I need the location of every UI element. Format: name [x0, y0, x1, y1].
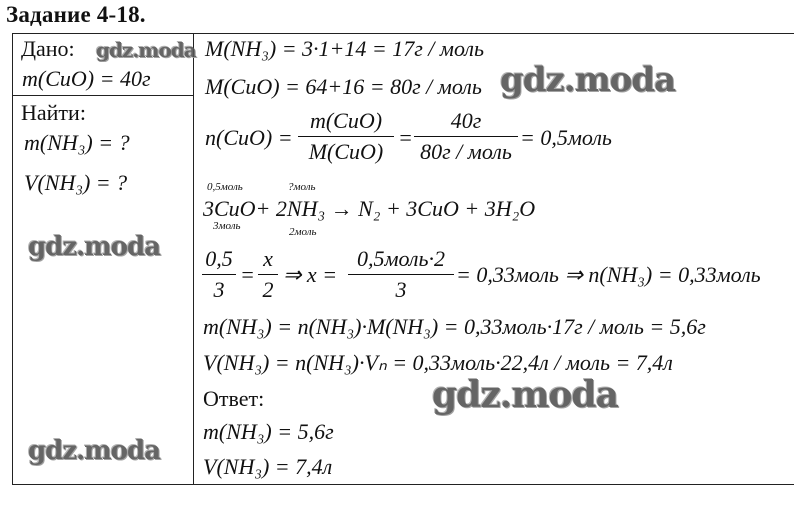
fraction-denominator: 3	[395, 277, 407, 302]
fraction-denominator: 3	[213, 277, 225, 302]
reaction-equation: 3CuO+ 2NH₃ → N₂ + 3CuO + 3H₂O	[203, 196, 536, 221]
fraction-mass-over-molar	[298, 108, 394, 165]
answer-label: Ответ:	[203, 386, 265, 411]
answer-mass: m(NH₃) = 5,6г	[203, 419, 334, 444]
proportion-fraction-result	[348, 246, 454, 303]
fraction-bar	[258, 274, 278, 275]
find-volume-nh3: V(NH₃) = ?	[24, 170, 128, 195]
column-divider	[193, 33, 194, 485]
fraction-bar	[298, 136, 394, 137]
fraction-numerator: 0,5моль·2	[356, 246, 446, 271]
reaction-annotation-top-left: 0,5моль	[207, 181, 243, 193]
reaction-annotation-top-right: ?моль	[288, 181, 316, 193]
watermark: gdz.moda	[432, 374, 618, 416]
reaction-annotation-bottom-right: 2моль	[289, 226, 317, 238]
proportion-equals: =	[240, 262, 255, 287]
amount-cuo-result: = 0,5моль	[520, 125, 612, 150]
volume-nh3-calculation: V(NH₃) = n(NH₃)·Vₙ = 0,33моль·22,4л / моль = 7,4л	[203, 350, 673, 375]
find-label: Найти:	[21, 100, 86, 125]
fraction-denominator: M(CuO)	[308, 139, 384, 164]
equals-sign: =	[398, 125, 413, 150]
answer-volume: V(NH₃) = 7,4л	[203, 454, 333, 479]
molar-mass-nh3: M(NH₃) = 3·1+14 = 17г / моль	[205, 36, 485, 61]
given-mass-cuo: m(CuO) = 40г	[22, 66, 151, 91]
watermark: gdz.moda	[28, 436, 161, 466]
watermark: gdz.moda	[500, 60, 676, 100]
watermark: gdz.moda	[28, 232, 161, 262]
given-label: Дано:	[21, 36, 75, 61]
molar-mass-cuo: M(CuO) = 64+16 = 80г / моль	[205, 74, 482, 99]
proportion-solve-x: ⇒ x =	[283, 262, 338, 287]
watermark: gdz.moda	[96, 38, 196, 62]
fraction-40-over-80	[414, 108, 518, 165]
fraction-denominator: 80г / моль	[420, 139, 512, 164]
fraction-bar	[348, 274, 454, 275]
fraction-denominator: 2	[262, 277, 274, 302]
fraction-numerator: m(CuO)	[309, 108, 383, 133]
given-find-divider	[12, 95, 194, 96]
fraction-bar	[414, 136, 518, 137]
fraction-numerator: x	[263, 246, 273, 271]
mass-nh3-calculation: m(NH₃) = n(NH₃)·M(NH₃) = 0,33моль·17г / моль = 5,6г	[203, 314, 706, 339]
find-mass-nh3: m(NH₃) = ?	[24, 130, 130, 155]
amount-cuo-lhs: n(CuO) =	[205, 125, 293, 150]
amount-nh3-result: = 0,33моль ⇒ n(NH₃) = 0,33моль	[456, 262, 761, 287]
proportion-fraction-left	[202, 246, 236, 303]
fraction-bar	[202, 274, 236, 275]
task-title: Задание 4-18.	[6, 2, 146, 27]
fraction-numerator: 40г	[450, 108, 482, 133]
proportion-fraction-x	[258, 246, 278, 303]
fraction-numerator: 0,5	[205, 246, 233, 271]
reaction-annotation-bottom-left: 3моль	[213, 220, 241, 232]
